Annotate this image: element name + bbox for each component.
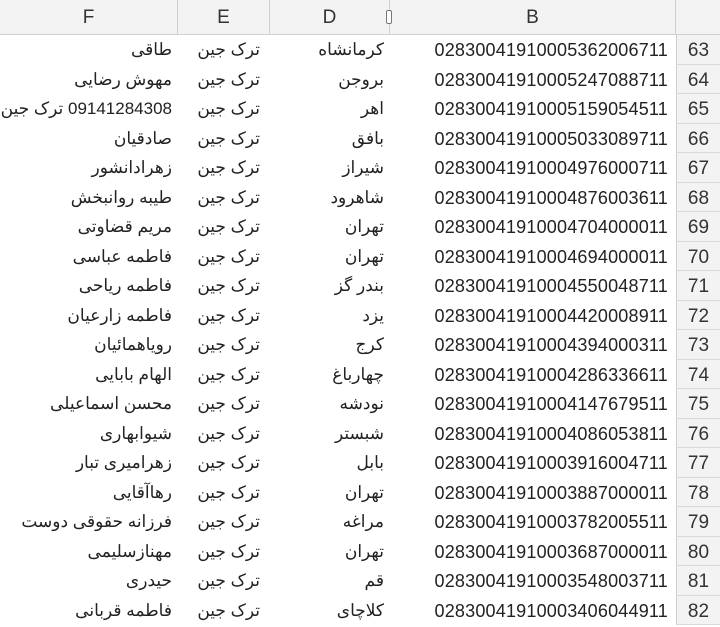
- cell-d[interactable]: تهران: [344, 246, 384, 266]
- row-number[interactable]: 66: [676, 124, 720, 154]
- cell-f-text: رهاآقایی: [112, 482, 172, 502]
- cell-f-text: زهرامیری تبار: [75, 453, 172, 472]
- row-number[interactable]: 82: [676, 596, 720, 626]
- cell-d[interactable]: کلاچای: [336, 600, 384, 620]
- column-header-b[interactable]: B: [390, 0, 676, 34]
- cell-d[interactable]: قم: [364, 571, 384, 590]
- cell-d[interactable]: بندر گز: [334, 276, 384, 295]
- cell-f-text: مهنازسلیمی: [87, 541, 172, 561]
- cell-d[interactable]: تهران: [344, 217, 384, 236]
- row-header-corner[interactable]: [676, 0, 720, 34]
- cell-b[interactable]: 02830041910004147679511: [434, 394, 668, 414]
- cell-e[interactable]: ترک جین: [197, 128, 260, 148]
- cell-b[interactable]: 02830041910004550048711: [434, 276, 668, 296]
- table-row: [0, 183, 720, 213]
- cell-f-text: فرزانه حقوقی دوست: [21, 512, 172, 531]
- row-number[interactable]: 67: [676, 153, 720, 183]
- cell-f[interactable]: [0, 360, 178, 390]
- cell-d[interactable]: بروجن: [338, 69, 384, 89]
- cell-b[interactable]: 02830041910003782005511: [434, 512, 668, 532]
- cell-f[interactable]: [0, 507, 178, 537]
- table-row: [0, 596, 720, 626]
- cell-f-text: الهام بابایی: [95, 364, 172, 384]
- row-number[interactable]: 78: [676, 478, 720, 508]
- cell-f[interactable]: [0, 271, 178, 301]
- cell-b[interactable]: 02830041910003687000011: [434, 541, 668, 562]
- cell-e[interactable]: ترک جین: [197, 571, 260, 590]
- cell-e[interactable]: ترک جین: [197, 69, 260, 89]
- table-row: [0, 507, 720, 537]
- cell-d[interactable]: شبستر: [334, 423, 384, 443]
- cell-d[interactable]: تهران: [344, 482, 384, 502]
- row-number[interactable]: 64: [676, 65, 720, 95]
- row-number[interactable]: 75: [676, 389, 720, 419]
- column-header-d[interactable]: D: [270, 0, 390, 34]
- cell-f[interactable]: [0, 448, 178, 478]
- row-number[interactable]: 65: [676, 94, 720, 124]
- cell-f-text: فاطمه ریاحی: [78, 276, 172, 295]
- cell-b[interactable]: 02830041910005247088711: [434, 69, 668, 90]
- cell-f-text: 09141284308 ترک جین: [0, 99, 172, 118]
- cell-f[interactable]: [0, 566, 178, 596]
- sheet-grid: [0, 35, 720, 625]
- cell-f[interactable]: [0, 419, 178, 449]
- table-row: [0, 389, 720, 419]
- cell-b[interactable]: 02830041910004420008911: [434, 305, 668, 326]
- cell-f-text: مریم قضاوتی: [77, 217, 172, 236]
- cell-e[interactable]: ترک جین: [197, 482, 260, 502]
- column-header-f[interactable]: F: [0, 0, 178, 34]
- cell-e[interactable]: ترک جین: [197, 335, 260, 354]
- row-number[interactable]: 74: [676, 360, 720, 390]
- table-row: [0, 566, 720, 596]
- cell-d[interactable]: کرج: [355, 335, 384, 354]
- cell-e[interactable]: ترک جین: [197, 246, 260, 266]
- cell-f[interactable]: [0, 596, 178, 626]
- row-number[interactable]: 76: [676, 419, 720, 449]
- cell-f-text: فاطمه عباسی: [72, 246, 172, 266]
- cell-d[interactable]: بافق: [351, 128, 384, 148]
- row-number[interactable]: 72: [676, 301, 720, 331]
- table-row: [0, 94, 720, 124]
- cell-d[interactable]: کرمانشاه: [318, 40, 384, 59]
- cell-f-text: طاقی: [130, 40, 172, 59]
- table-row: [0, 212, 720, 242]
- cell-f-text: صادقیان: [113, 128, 172, 148]
- row-number[interactable]: 71: [676, 271, 720, 301]
- cell-f[interactable]: [0, 124, 178, 154]
- cell-d[interactable]: نودشه: [339, 394, 384, 413]
- table-row: [0, 153, 720, 183]
- cell-d[interactable]: چهارباغ: [332, 364, 384, 384]
- table-row: [0, 35, 720, 65]
- cell-e[interactable]: ترک جین: [197, 394, 260, 413]
- cell-d[interactable]: اهر: [360, 99, 384, 118]
- cell-d[interactable]: مراغه: [342, 512, 384, 531]
- cell-e[interactable]: ترک جین: [197, 99, 260, 118]
- cell-f-text: رویاهمائیان: [94, 335, 172, 354]
- cell-e[interactable]: ترک جین: [197, 40, 260, 59]
- cell-d[interactable]: تهران: [344, 541, 384, 561]
- cell-f-text: زهرادانشور: [91, 158, 172, 177]
- row-number[interactable]: 77: [676, 448, 720, 478]
- table-row: [0, 301, 720, 331]
- cell-e[interactable]: ترک جین: [197, 364, 260, 384]
- cell-b[interactable]: 02830041910003548003711: [434, 571, 668, 591]
- cell-b[interactable]: 02830041910004876003611: [434, 187, 668, 208]
- cell-d[interactable]: یزد: [362, 305, 384, 325]
- cell-f[interactable]: [0, 478, 178, 508]
- cell-e[interactable]: ترک جین: [197, 600, 260, 620]
- cell-f-text: شیوابهاری: [99, 423, 172, 443]
- cell-f-text: محسن اسماعیلی: [50, 394, 172, 413]
- cell-f[interactable]: [0, 65, 178, 95]
- row-number[interactable]: 81: [676, 566, 720, 596]
- cell-f[interactable]: [0, 301, 178, 331]
- cell-b[interactable]: 02830041910004086053811: [434, 423, 668, 444]
- cell-e[interactable]: ترک جین: [197, 217, 260, 236]
- cell-e[interactable]: ترک جین: [197, 158, 260, 177]
- cell-e[interactable]: ترک جین: [197, 453, 260, 472]
- cell-f[interactable]: [0, 242, 178, 272]
- cell-b[interactable]: 02830041910003916004711: [434, 453, 668, 473]
- row-number[interactable]: 63: [676, 35, 720, 65]
- cell-e[interactable]: ترک جین: [197, 305, 260, 325]
- cell-d[interactable]: شاهرود: [330, 187, 384, 207]
- cell-b[interactable]: 02830041910004694000011: [434, 246, 668, 267]
- cell-b[interactable]: 02830041910003887000011: [434, 482, 668, 503]
- table-row: [0, 537, 720, 567]
- cell-e[interactable]: ترک جین: [197, 541, 260, 561]
- cell-f[interactable]: [0, 212, 178, 242]
- cell-b[interactable]: 02830041910004976000711: [434, 158, 668, 178]
- table-row: [0, 419, 720, 449]
- cell-e[interactable]: ترک جین: [197, 276, 260, 295]
- cell-f[interactable]: [0, 94, 178, 124]
- cell-d[interactable]: شیراز: [342, 158, 384, 177]
- column-header-bar: [0, 0, 720, 35]
- cell-e[interactable]: ترک جین: [197, 423, 260, 443]
- cell-f[interactable]: [0, 183, 178, 213]
- cell-e[interactable]: ترک جین: [197, 187, 260, 207]
- cell-f-text: مهوش رضایی: [74, 69, 172, 89]
- table-row: [0, 448, 720, 478]
- row-number[interactable]: 68: [676, 183, 720, 213]
- table-row: [0, 65, 720, 95]
- row-number[interactable]: 79: [676, 507, 720, 537]
- cell-b[interactable]: 02830041910005033089711: [434, 128, 668, 149]
- cell-b[interactable]: 02830041910004394000311: [434, 335, 668, 355]
- cell-f-text: حیدری: [125, 571, 172, 590]
- cell-f[interactable]: [0, 389, 178, 419]
- row-number[interactable]: 70: [676, 242, 720, 272]
- cell-b[interactable]: 02830041910005362006711: [434, 40, 668, 60]
- cell-f-text: فاطمه قربانی: [75, 600, 172, 620]
- column-header-e[interactable]: E: [178, 0, 270, 34]
- row-number[interactable]: 80: [676, 537, 720, 567]
- cell-d[interactable]: بابل: [356, 453, 384, 472]
- table-row: [0, 124, 720, 154]
- cell-b[interactable]: 02830041910003406044911: [434, 600, 668, 621]
- row-number[interactable]: 69: [676, 212, 720, 242]
- row-number[interactable]: 73: [676, 330, 720, 360]
- table-row: [0, 330, 720, 360]
- table-row: [0, 271, 720, 301]
- cell-f[interactable]: [0, 153, 178, 183]
- cell-b[interactable]: 02830041910004286336611: [434, 364, 668, 385]
- cell-f[interactable]: [0, 537, 178, 567]
- cell-e[interactable]: ترک جین: [197, 512, 260, 531]
- cell-b[interactable]: 02830041910005159054511: [434, 99, 668, 119]
- cell-f[interactable]: [0, 35, 178, 65]
- cell-f-text: فاطمه زارعیان: [67, 305, 172, 325]
- cell-b[interactable]: 02830041910004704000011: [434, 217, 668, 237]
- table-row: [0, 478, 720, 508]
- cell-f-text: طیبه روانبخش: [70, 187, 172, 207]
- table-row: [0, 360, 720, 390]
- cell-f[interactable]: [0, 330, 178, 360]
- table-row: [0, 242, 720, 272]
